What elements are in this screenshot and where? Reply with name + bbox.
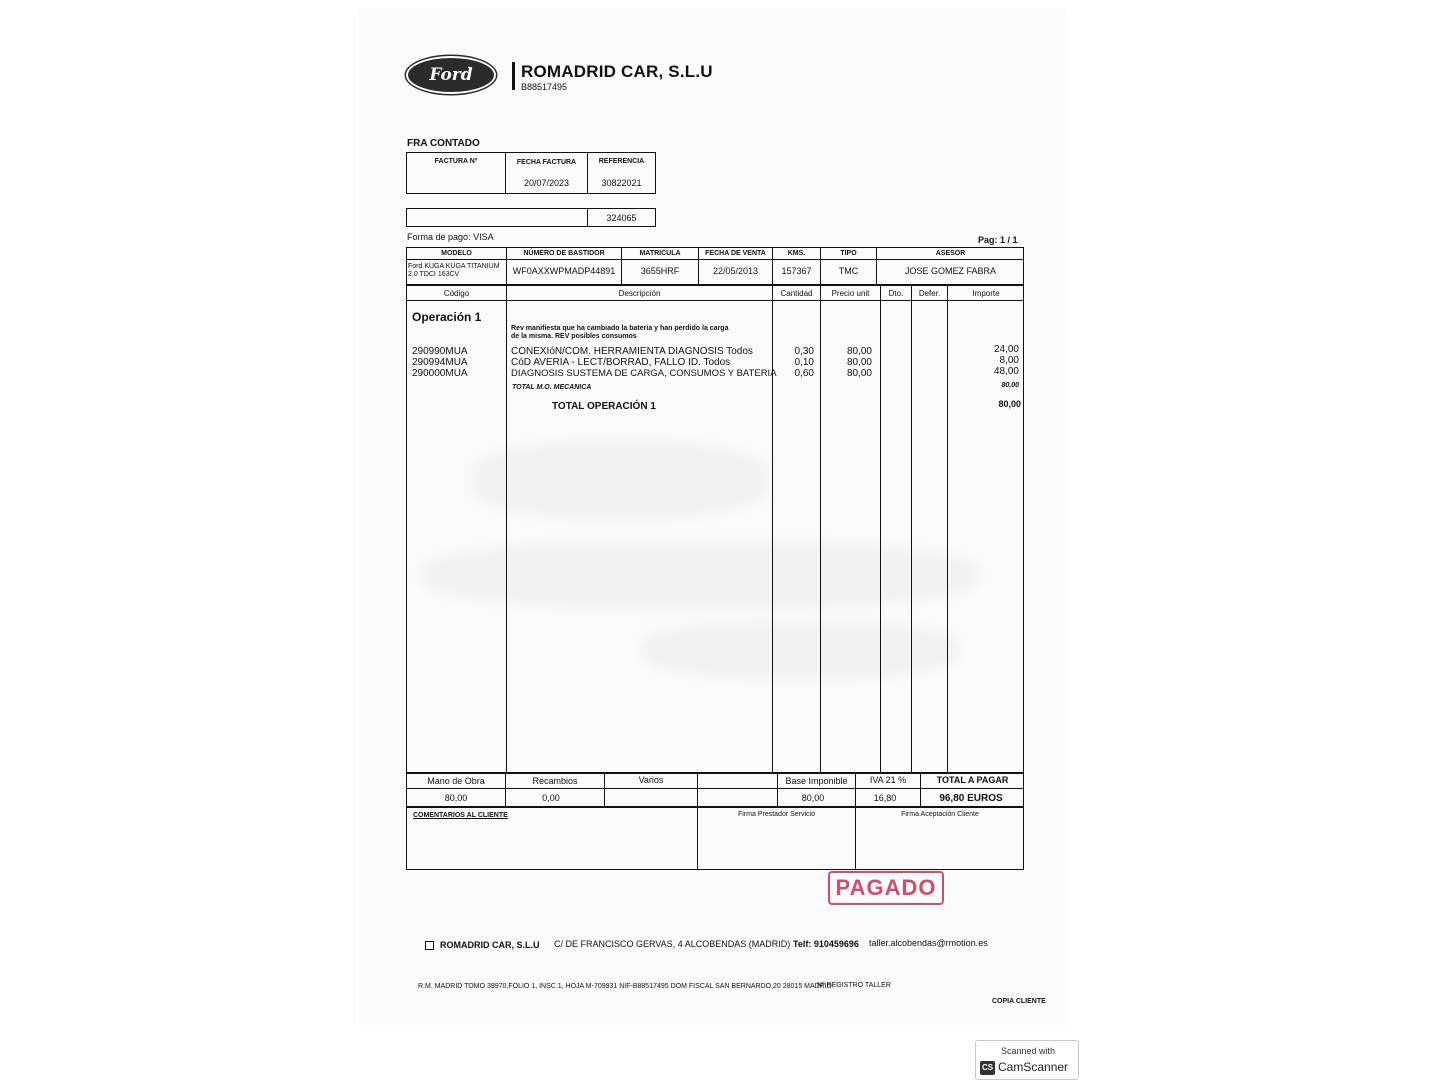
col-fecha-venta: FECHA DE VENTA <box>705 250 766 257</box>
total-operation-value: 80,00 <box>998 399 1021 409</box>
col-codigo: Código <box>443 289 470 298</box>
operation-note: Rev manifiesta que ha cambiado la bateria y han perdido la carga de la misma. REV posibles consumos <box>511 325 729 340</box>
vehicle-kms: 157367 <box>781 266 812 276</box>
divider <box>406 788 1024 789</box>
footer-registry: R.M. MADRID TOMO 39970,FOLIO 1, INSC.1, HOJA M-709931 NIF-B88517495 DOM FISCAL SAN BERNARDO,20 28015 MADRID <box>418 983 832 990</box>
vehicle-bastidor: WF0AXXWPMADP44891 <box>512 266 616 276</box>
footer-phone: Telf: 910459696 <box>793 939 859 949</box>
mano-obra-label: Mano de Obra <box>427 776 485 786</box>
varios-label: Varios <box>638 775 664 785</box>
total-operation-label: TOTAL OPERACIÓN 1 <box>552 401 656 412</box>
col-modelo: MODELO <box>441 250 472 257</box>
page-number: Pag: 1 / 1 <box>978 235 1018 245</box>
item-descripcion: CóD AVERIA - LECT/BORRAD, FALLO ID. Todos <box>511 357 731 368</box>
total-label: TOTAL A PAGAR <box>936 775 1009 785</box>
invoice-type: FRA CONTADO <box>407 138 480 149</box>
firma-cliente-label: Firma Aceptación Cliente <box>901 811 979 818</box>
item-precio: 80,00 <box>846 368 872 379</box>
vehicle-modelo: Ford KUGA KUGA TITANIUM 2.0 TDCI 163CV <box>408 263 500 278</box>
paid-stamp: PAGADO <box>828 871 944 905</box>
scanner-line1: Scanned with <box>1000 1046 1056 1056</box>
payment-method <box>407 232 494 242</box>
item-codigo: 290994MUA <box>412 357 468 368</box>
item-precio: 80,00 <box>846 346 872 357</box>
iva-value: 16,80 <box>873 793 897 803</box>
firma-prestador-label: Firma Prestador Servicio <box>737 811 816 818</box>
item-codigo: 290990MUA <box>412 346 468 357</box>
divider <box>880 285 881 773</box>
fecha-factura-value: 20/07/2023 <box>523 178 570 188</box>
col-tipo: TIPO <box>840 250 857 257</box>
item-descripcion: DIAGNOSIS SUSTEMA DE CARGA, CONSUMOS Y BATERIA <box>511 368 777 379</box>
col-dto: Dto. <box>888 289 904 298</box>
col-descripcion: Descripción <box>618 289 661 298</box>
divider <box>697 773 698 807</box>
item-descripcion: CONEXIóN/COM. HERRAMIENTA DIAGNOSIS Todos <box>511 346 753 357</box>
footer-registro-taller: Nº REGISTRO TALLER <box>817 982 891 989</box>
item-cantidad: 0,10 <box>794 357 814 368</box>
logo-divider <box>512 62 515 90</box>
company-name: ROMADRID CAR, S.L.U <box>521 62 713 81</box>
col-asesor: ASESOR <box>935 250 966 257</box>
item-importe: 8,00 <box>999 355 1019 366</box>
factura-label: FACTURA Nº <box>434 158 478 165</box>
vehicle-tipo: TMC <box>838 266 859 276</box>
col-precio: Precio unit <box>831 289 870 298</box>
col-kms: KMS. <box>787 250 806 257</box>
item-codigo: 290000MUA <box>412 368 468 379</box>
comentarios-label: COMENTARIOS AL CLIENTE <box>413 812 508 819</box>
client-number: 324065 <box>606 213 637 223</box>
base-label: Base Imponible <box>785 776 848 786</box>
col-cantidad: Cantidad <box>780 289 813 298</box>
total-mo-value: 80,00 <box>1001 382 1019 389</box>
vehicle-asesor: JOSE GOMEZ FABRA <box>904 266 996 276</box>
mano-obra-value: 80,00 <box>444 793 468 803</box>
vehicle-matricula: 3655HRF <box>640 266 680 276</box>
item-importe: 24,00 <box>993 344 1019 355</box>
col-bastidor: NÚMERO DE BASTIDOR <box>523 250 605 257</box>
total-value: 96,80 EUROS <box>939 793 1003 804</box>
item-cantidad: 0,30 <box>794 346 814 357</box>
col-importe: Importe <box>972 289 1000 298</box>
footer-address: C/ DE FRANCISCO GERVAS, 4 ALCOBENDAS (MADRID) <box>554 939 791 949</box>
recambios-value: 0,00 <box>542 793 560 803</box>
scanner-watermark <box>975 1040 1079 1080</box>
payment-value: VISA <box>473 232 494 242</box>
base-value: 80,00 <box>801 793 825 803</box>
copy-label: COPIA CLIENTE <box>992 998 1046 1005</box>
company-cif: B88517495 <box>521 82 568 92</box>
referencia-value: 30822021 <box>601 178 642 188</box>
divider <box>406 300 1024 301</box>
divider <box>911 285 912 773</box>
item-cantidad: 0,60 <box>794 368 814 379</box>
col-matricula: MATRICULA <box>639 250 681 257</box>
fecha-factura-label: FECHA FACTURA <box>516 159 577 166</box>
vehicle-fecha-venta: 22/05/2013 <box>712 266 759 276</box>
footer-company: ROMADRID CAR, S.L.U <box>440 940 540 950</box>
scanner-brand: CamScanner <box>998 1060 1069 1074</box>
iva-label: IVA 21 % <box>869 775 907 785</box>
referencia-label: REFERENCIA <box>598 158 645 165</box>
item-importe: 48,00 <box>993 366 1019 377</box>
total-mo-label: TOTAL M.O. MECANICA <box>512 384 592 391</box>
footer-square-icon <box>425 941 434 950</box>
footer-email: taller.alcobendas@rmotion.es <box>869 938 988 948</box>
ford-logo: Ford <box>406 56 496 94</box>
item-precio: 80,00 <box>846 357 872 368</box>
payment-label: Forma de pago: <box>407 232 471 242</box>
divider <box>406 259 1024 260</box>
divider <box>506 285 507 773</box>
recambios-label: Recambios <box>532 776 578 786</box>
operation-title: Operación 1 <box>412 310 482 324</box>
col-defer: Defer. <box>918 289 941 298</box>
camscanner-logo-icon: CS <box>980 1061 995 1075</box>
